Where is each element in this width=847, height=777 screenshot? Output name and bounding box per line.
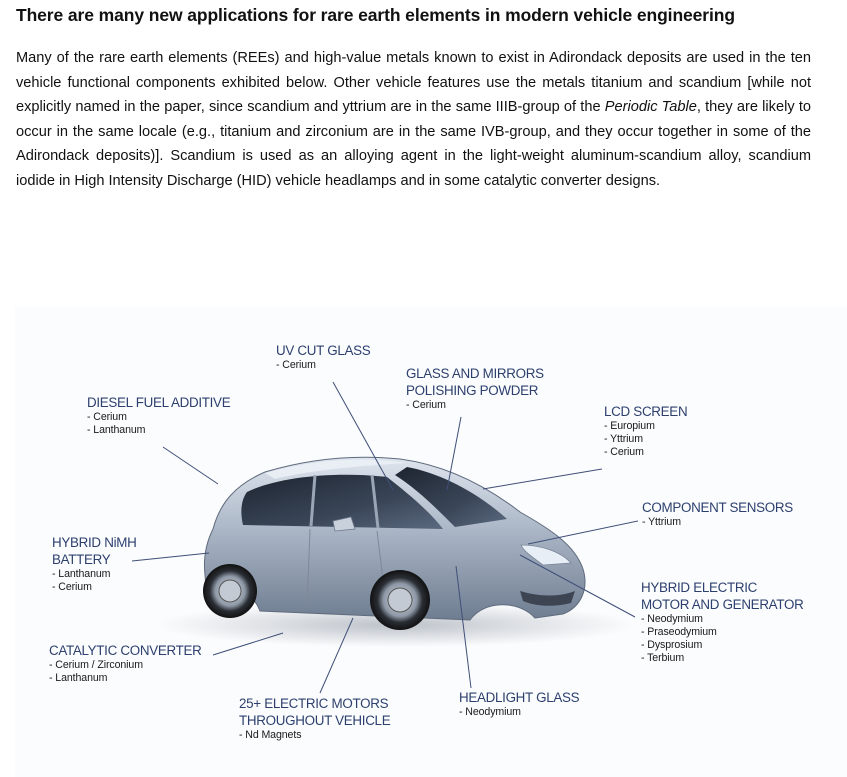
callout-item: - Lanthanum: [87, 424, 146, 436]
callout-title: HYBRID ELECTRIC: [641, 580, 758, 595]
callout-item: - Dysprosium: [641, 639, 703, 651]
callout-item: - Lanthanum: [52, 568, 111, 580]
paragraph-text-part-2: , they are likely to occur in the same locale (e.g., titanium and zirconium are in the same IVB-group, and they occur together in some of the Adirondack deposits)]. Scandium is used as an alloying agent in the light-weight aluminum-scandium alloy, scandium iodide in High Intensity Discharge (HID) vehicle headlamps and in some catalytic converter designs.: [16, 99, 811, 189]
callout-item: - Cerium: [52, 581, 92, 593]
callout-title: UV CUT GLASS: [276, 343, 371, 358]
callout-title: 25+ ELECTRIC MOTORS: [239, 696, 389, 711]
callout-item: - Neodymium: [459, 706, 521, 718]
leader-nimh-battery: [132, 553, 209, 561]
callout-item: - Cerium: [406, 399, 446, 411]
callout-item: - Cerium / Zirconium: [49, 659, 143, 671]
callout-item: - Yttrium: [604, 433, 643, 445]
callout-diesel-fuel-additive: [87, 394, 230, 437]
callout-uv-cut-glass: [276, 342, 370, 372]
callout-item: - Cerium: [276, 359, 316, 371]
callout-title: HEADLIGHT GLASS: [459, 690, 580, 705]
callout-glass-and-mirrors: [406, 365, 544, 412]
callout-item: - Yttrium: [642, 516, 681, 528]
callout-hybrid-nimh-battery: [52, 534, 137, 594]
callout-item: - Cerium: [87, 411, 127, 423]
callout-hybrid-electric-motor: [641, 579, 803, 665]
callout-title: DIESEL FUEL ADDITIVE: [87, 395, 231, 410]
callout-item: - Terbium: [641, 652, 685, 664]
periodic-table-italic: Periodic Table: [604, 99, 697, 116]
callout-item: - Neodymium: [641, 613, 703, 625]
callout-title: BATTERY: [52, 552, 111, 567]
callout-title: THROUGHOUT VEHICLE: [239, 713, 391, 728]
callout-headlight-glass: [459, 689, 579, 719]
callout-title: GLASS AND MIRRORS: [406, 366, 544, 381]
leader-diesel-fuel-additive: [163, 447, 218, 484]
intro-paragraph: [16, 46, 811, 194]
front-hub: [388, 588, 412, 612]
callout-electric-motors: [239, 695, 390, 742]
callout-item: - Lanthanum: [49, 672, 108, 684]
paragraph-text-part-1: Many of the rare earth elements (REEs) and high-value metals known to exist in Adirondack deposits are used in the ten vehicle functional components exhibited below. Other vehicle features use the metals titanium and scandium [while not explicitly named in the paper, since scandium and yttrium are in the same IIIB-group of the: [16, 50, 811, 116]
callout-item: - Europium: [604, 420, 655, 432]
callout-catalytic-converter: [49, 642, 202, 685]
callout-title: HYBRID NiMH: [52, 535, 137, 550]
callout-title: LCD SCREEN: [604, 404, 688, 419]
rear-hub: [219, 580, 241, 602]
callout-item: - Cerium: [604, 446, 644, 458]
callout-title: COMPONENT SENSORS: [642, 500, 793, 515]
callout-item: - Nd Magnets: [239, 729, 302, 741]
callout-item: - Praseodymium: [641, 626, 717, 638]
callout-component-sensors: [642, 499, 793, 529]
callout-title: CATALYTIC CONVERTER: [49, 643, 202, 658]
callout-title: MOTOR AND GENERATOR: [641, 597, 804, 612]
leader-lcd-screen: [483, 469, 602, 489]
vehicle-ree-figure: [15, 307, 847, 777]
callout-title: POLISHING POWDER: [406, 383, 539, 398]
page-heading: There are many new applications for rare earth elements in modern vehicle engineering: [16, 5, 735, 25]
callout-lcd-screen: [604, 403, 687, 459]
